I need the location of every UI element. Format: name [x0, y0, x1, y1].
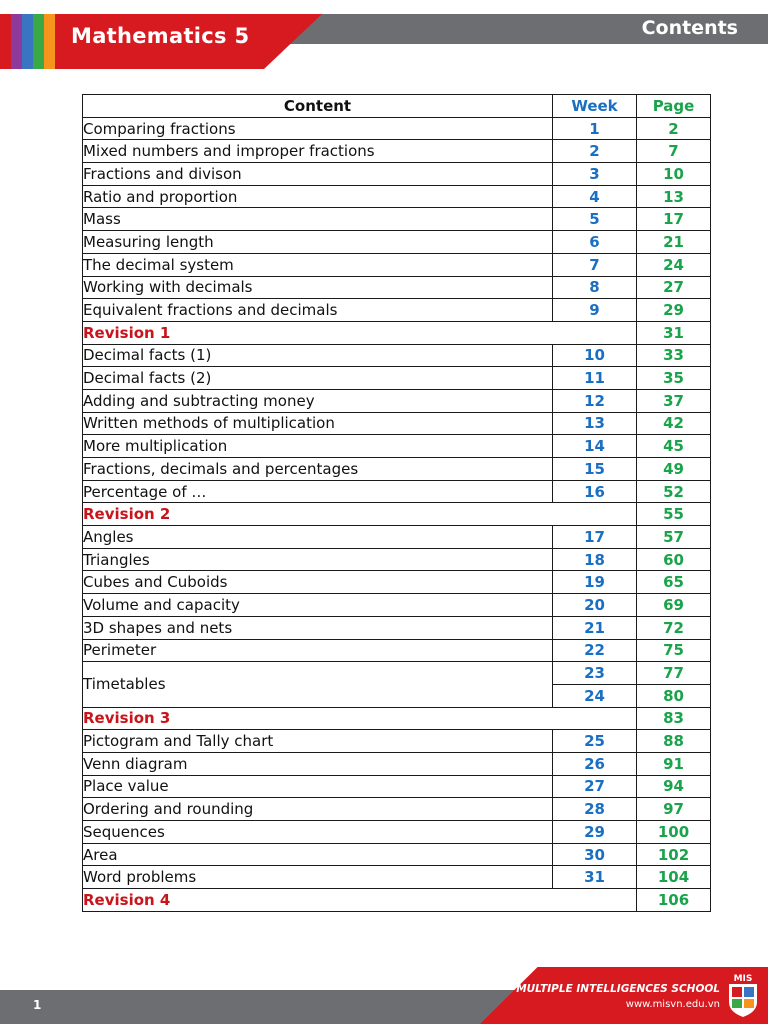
table-row [83, 775, 711, 798]
week-cell: 30 [553, 843, 637, 866]
week-cell: 25 [553, 730, 637, 753]
table-row [83, 752, 711, 775]
table-row [83, 798, 711, 821]
week-cell: 16 [553, 480, 637, 503]
table-row [83, 866, 711, 889]
topic-cell: Mixed numbers and improper fractions [83, 140, 553, 163]
header-stripe [0, 14, 11, 69]
page-number-cell: 100 [637, 821, 711, 844]
page-number-cell: 94 [637, 775, 711, 798]
topic-cell: The decimal system [83, 253, 553, 276]
table-row [83, 480, 711, 503]
column-header-week: Week [553, 95, 637, 118]
header-color-stripes [0, 14, 55, 69]
table-row [83, 616, 711, 639]
book-title: Mathematics 5 [71, 24, 250, 48]
mis-shield-logo-icon [726, 972, 760, 1018]
week-cell: 12 [553, 389, 637, 412]
footer-red-band [480, 967, 768, 1024]
topic-cell: Mass [83, 208, 553, 231]
page-number-cell: 106 [637, 889, 711, 912]
table-row [83, 231, 711, 254]
revision-title: Revision 3 [83, 707, 637, 730]
page-number-cell: 52 [637, 480, 711, 503]
topic-cell: Volume and capacity [83, 594, 553, 617]
week-cell: 15 [553, 458, 637, 481]
page-number-cell: 27 [637, 276, 711, 299]
week-cell: 2 [553, 140, 637, 163]
page-number-cell: 80 [637, 684, 711, 707]
week-cell: 23 [553, 662, 637, 685]
page-number-cell: 97 [637, 798, 711, 821]
table-header-row [83, 95, 711, 118]
page-number-cell: 57 [637, 526, 711, 549]
topic-cell: Decimal facts (1) [83, 344, 553, 367]
table-row [83, 389, 711, 412]
topic-cell: Equivalent fractions and decimals [83, 299, 553, 322]
page-number-cell: 35 [637, 367, 711, 390]
svg-text:MIS: MIS [733, 974, 753, 984]
page-number-cell: 75 [637, 639, 711, 662]
revision-row [83, 503, 711, 526]
page-number-cell: 91 [637, 752, 711, 775]
week-cell: 18 [553, 548, 637, 571]
week-cell: 21 [553, 616, 637, 639]
topic-cell: 3D shapes and nets [83, 616, 553, 639]
page-number-cell: 83 [637, 707, 711, 730]
table-row [83, 821, 711, 844]
week-cell: 22 [553, 639, 637, 662]
topic-cell: Adding and subtracting money [83, 389, 553, 412]
week-cell: 4 [553, 185, 637, 208]
page-number-cell: 37 [637, 389, 711, 412]
header-stripe [44, 14, 55, 69]
table-row [83, 458, 711, 481]
topic-cell: Measuring length [83, 231, 553, 254]
week-cell: 13 [553, 412, 637, 435]
contents-table-body [83, 117, 711, 911]
table-row [83, 140, 711, 163]
page-number: 1 [33, 998, 42, 1012]
table-row [83, 662, 711, 685]
page-number-cell: 88 [637, 730, 711, 753]
week-cell: 24 [553, 684, 637, 707]
week-cell: 9 [553, 299, 637, 322]
topic-cell: Perimeter [83, 639, 553, 662]
week-cell: 11 [553, 367, 637, 390]
table-row [83, 435, 711, 458]
page-number-cell: 77 [637, 662, 711, 685]
week-cell: 3 [553, 163, 637, 186]
topic-cell: Working with decimals [83, 276, 553, 299]
page-number-cell: 72 [637, 616, 711, 639]
page-number-cell: 10 [637, 163, 711, 186]
topic-cell: Ordering and rounding [83, 798, 553, 821]
topic-cell: Sequences [83, 821, 553, 844]
page-number-cell: 104 [637, 866, 711, 889]
topic-cell: Timetables [83, 662, 553, 707]
page-number-cell: 33 [637, 344, 711, 367]
week-cell: 6 [553, 231, 637, 254]
page-number-cell: 2 [637, 117, 711, 140]
table-row [83, 276, 711, 299]
page-number-cell: 55 [637, 503, 711, 526]
topic-cell: Angles [83, 526, 553, 549]
topic-cell: Word problems [83, 866, 553, 889]
page-number-cell: 45 [637, 435, 711, 458]
table-row [83, 526, 711, 549]
week-cell: 17 [553, 526, 637, 549]
topic-cell: Area [83, 843, 553, 866]
week-cell: 14 [553, 435, 637, 458]
page-number-cell: 42 [637, 412, 711, 435]
week-cell: 20 [553, 594, 637, 617]
topic-cell: Ratio and proportion [83, 185, 553, 208]
week-cell: 19 [553, 571, 637, 594]
topic-cell: Decimal facts (2) [83, 367, 553, 390]
header-stripe [33, 14, 44, 69]
page-number-cell: 69 [637, 594, 711, 617]
column-header-page: Page [637, 95, 711, 118]
topic-cell: Written methods of multiplication [83, 412, 553, 435]
week-cell: 28 [553, 798, 637, 821]
table-row [83, 843, 711, 866]
table-row [83, 163, 711, 186]
school-website: www.misvn.edu.vn [625, 999, 720, 1010]
revision-row [83, 321, 711, 344]
page-number-cell: 49 [637, 458, 711, 481]
week-cell: 5 [553, 208, 637, 231]
week-cell: 10 [553, 344, 637, 367]
page-number-cell: 13 [637, 185, 711, 208]
section-title: Contents [641, 17, 738, 39]
contents-table [82, 94, 711, 912]
topic-cell: Venn diagram [83, 752, 553, 775]
page-number-cell: 24 [637, 253, 711, 276]
revision-row [83, 707, 711, 730]
school-name: MULTIPLE INTELLIGENCES SCHOOL [516, 983, 720, 995]
table-row [83, 730, 711, 753]
table-row [83, 208, 711, 231]
topic-cell: Percentage of … [83, 480, 553, 503]
topic-cell: Cubes and Cuboids [83, 571, 553, 594]
page-number-cell: 65 [637, 571, 711, 594]
topic-cell: Pictogram and Tally chart [83, 730, 553, 753]
page-number-cell: 21 [637, 231, 711, 254]
table-row [83, 571, 711, 594]
table-row [83, 412, 711, 435]
table-row [83, 639, 711, 662]
week-cell: 29 [553, 821, 637, 844]
page-number-cell: 29 [637, 299, 711, 322]
table-row [83, 594, 711, 617]
footer-gray-band [0, 990, 560, 1024]
revision-row [83, 889, 711, 912]
table-row [83, 299, 711, 322]
page-number-cell: 102 [637, 843, 711, 866]
revision-title: Revision 4 [83, 889, 637, 912]
table-row [83, 117, 711, 140]
week-cell: 26 [553, 752, 637, 775]
page-number-cell: 17 [637, 208, 711, 231]
topic-cell: Triangles [83, 548, 553, 571]
topic-cell: Fractions, decimals and percentages [83, 458, 553, 481]
topic-cell: Fractions and divison [83, 163, 553, 186]
table-row [83, 185, 711, 208]
column-header-content: Content [83, 95, 553, 118]
header-stripe [11, 14, 22, 69]
topic-cell: Comparing fractions [83, 117, 553, 140]
revision-title: Revision 2 [83, 503, 637, 526]
week-cell: 1 [553, 117, 637, 140]
week-cell: 7 [553, 253, 637, 276]
revision-title: Revision 1 [83, 321, 637, 344]
table-row [83, 344, 711, 367]
page-number-cell: 60 [637, 548, 711, 571]
week-cell: 8 [553, 276, 637, 299]
week-cell: 31 [553, 866, 637, 889]
header-stripe [22, 14, 33, 69]
topic-cell: Place value [83, 775, 553, 798]
topic-cell: More multiplication [83, 435, 553, 458]
table-row [83, 367, 711, 390]
table-row [83, 548, 711, 571]
page-number-cell: 7 [637, 140, 711, 163]
page-number-cell: 31 [637, 321, 711, 344]
table-row [83, 253, 711, 276]
week-cell: 27 [553, 775, 637, 798]
